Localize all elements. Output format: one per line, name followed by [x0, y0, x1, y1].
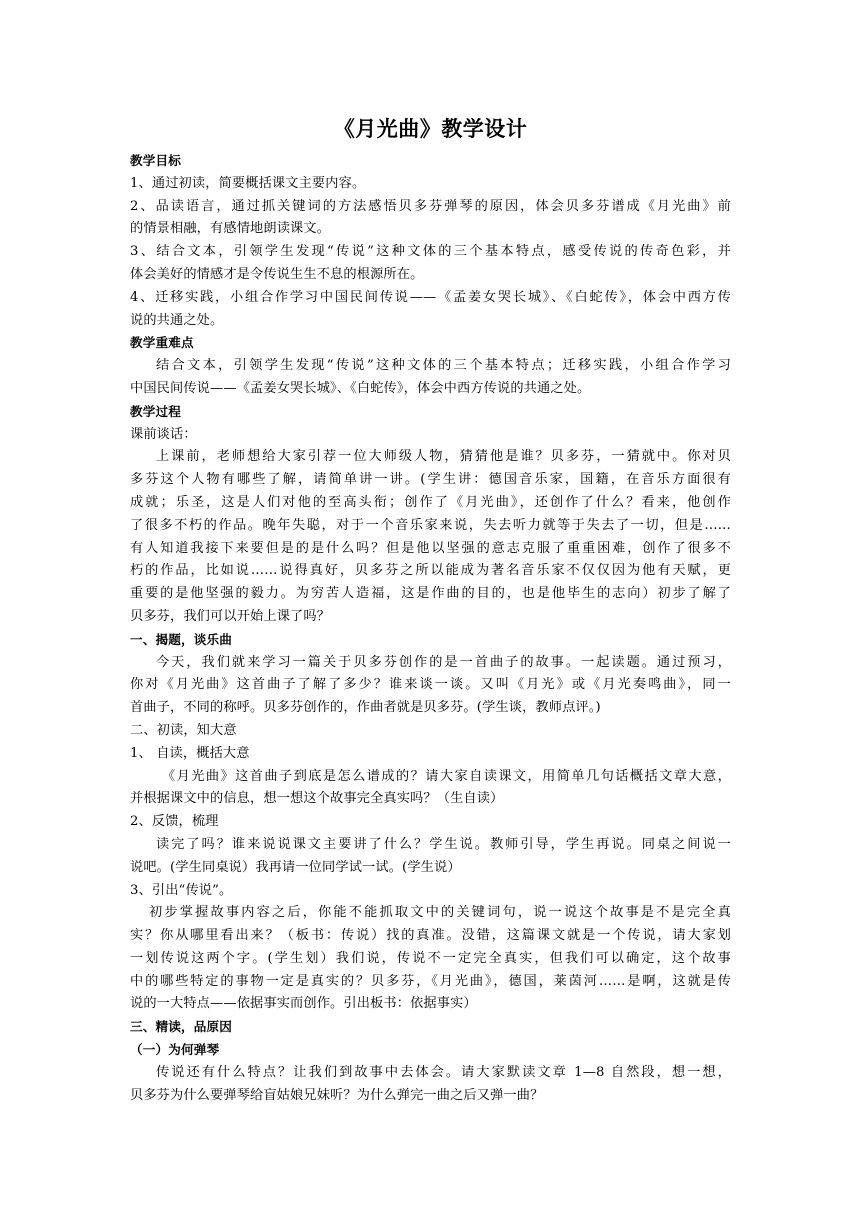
paragraph-line: 3、结合文本，引领学生发现“传说”这种文体的三个基本特点，感受传说的传奇色彩，并 — [130, 244, 731, 260]
paragraph-line: 1、 自读，概括大意 — [130, 745, 250, 761]
paragraph-line: 贝多芬，我们可以开始上课了吗？ — [130, 608, 331, 624]
paragraph-line: 有人知道我接下来要但是的是什么吗？但是他以坚强的意志克服了重重困难，创作了很多不 — [130, 540, 731, 556]
paragraph-line: 二、初读，知大意 — [130, 722, 237, 738]
paragraph-line: 并根据课文中的信息，想一想这个故事完全真实吗？（生自读） — [130, 791, 504, 807]
document-body — [130, 150, 731, 1107]
paragraph-line: 体会美好的情感才是令传说生生不息的根源所在。 — [130, 266, 424, 282]
paragraph-line: 贝多芬为什么要弹琴给盲姑娘兄妹听？为什么弹完一曲之后又弹一曲？ — [130, 1087, 544, 1103]
section-heading: 三、精读，品原因 — [130, 1019, 232, 1035]
document-title: 《月光曲》教学设计 — [333, 117, 528, 141]
section-heading: 教学过程 — [130, 403, 181, 419]
section-heading: 一、揭题，谈乐曲 — [130, 631, 232, 647]
paragraph-line: 结合文本，引领学生发现“传说”这种文体的三个基本特点；迁移实践，小组合作学习 — [156, 358, 731, 374]
paragraph-line: 《月光曲》这首曲子到底是怎么谱成的？请大家自读课文，用简单几句话概括文章大意， — [162, 768, 731, 784]
paragraph-line: 了很多不朽的作品。晚年失聪，对于一个音乐家来说，失去听力就等于失去了一切，但是…… — [130, 517, 731, 533]
paragraph-line: 朽的作品，比如说……说得真好，贝多芬之所以能成为著名音乐家不仅仅因为他有天赋，更 — [130, 563, 731, 579]
paragraph-line: 传说还有什么特点？让我们到故事中去体会。请大家默读文章 1—8 自然段，想一想， — [156, 1064, 731, 1080]
section-heading: 教学重难点 — [130, 335, 194, 351]
paragraph-line: 3、引出“传说”。 — [130, 882, 233, 898]
paragraph-line: 中的哪些特定的事物一定是真实的？贝多芬，《月光曲》，德国，莱茵河……是啊，这就是传 — [130, 973, 731, 989]
paragraph-line: 4、迁移实践，小组合作学习中国民间传说——《孟姜女哭长城》、《白蛇传》，体会中西方传 — [130, 289, 731, 305]
section-heading: 教学目标 — [130, 153, 181, 168]
paragraph-line: 成就；乐圣，这是人们对他的至高头衔；创作了《月光曲》，还创作了什么？看来，他创作 — [130, 494, 731, 510]
paragraph-line: 实？你从哪里看出来？（板书：传说）找的真准。没错，这篇课文就是一个传说，请大家划 — [130, 928, 731, 944]
paragraph-line: 课前谈话： — [130, 426, 197, 442]
paragraph-line: 重要的是他坚强的毅力。为穷苦人造福，这是作曲的目的，也是他毕生的志向）初步了解了 — [130, 586, 731, 602]
paragraph-line: 读完了吗？谁来说说课文主要讲了什么？学生说。教师引导，学生再说。同桌之间说一 — [156, 836, 731, 852]
paragraph-line: 说的一大特点——依据事实而创作。引出板书：依据事实） — [130, 996, 477, 1012]
paragraph-line: 1、通过初读，简要概括课文主要内容。 — [130, 175, 366, 191]
paragraph-line: 的情景相融，有感情地朗读课文。 — [130, 221, 331, 237]
paragraph-line: 2、品读语言，通过抓关键词的方法感悟贝多芬弹琴的原因，体会贝多芬谱成《月光曲》前 — [130, 198, 731, 214]
paragraph-line: 你对《月光曲》这首曲子了解了多少？谁来谈一谈。又叫《月光》或《月光奏鸣曲》，同一 — [130, 677, 731, 693]
paragraph-line: 初步掌握故事内容之后，你能不能抓取文中的关键词句，说一说这个故事是不是完全真 — [149, 905, 731, 921]
paragraph-line: 一划传说这两个字。(学生划）我们说，传说不一定完全真实，但我们可以确定，这个故事 — [130, 950, 731, 966]
paragraph-line: 首曲子，不同的称呼。贝多芬创作的，作曲者就是贝多芬。(学生谈，教师点评。) — [130, 700, 601, 716]
paragraph-line: 中国民间传说——《孟姜女哭长城》、《白蛇传》，体会中西方传说的共通之处。 — [130, 380, 591, 396]
paragraph-line: 上课前，老师想给大家引荐一位大师级人物，猜猜他是谁？贝多芬，一猜就中。你对贝 — [156, 449, 731, 465]
document-page — [130, 112, 731, 1107]
paragraph-line: 多芬这个人物有哪些了解，请简单讲一讲。(学生讲：德国音乐家，国籍，在音乐方面很有 — [130, 472, 731, 488]
paragraph-line: 说吧。(学生同桌说）我再请一位同学试一试。(学生说） — [130, 859, 461, 875]
paragraph-line: 今天，我们就来学习一篇关于贝多芬创作的是一首曲子的故事。一起读题。通过预习， — [156, 654, 731, 670]
paragraph-line: 2、反馈，梳理 — [130, 814, 219, 830]
section-heading: （一）为何弹琴 — [130, 1042, 220, 1058]
paragraph-line: 说的共通之处。 — [130, 312, 224, 328]
